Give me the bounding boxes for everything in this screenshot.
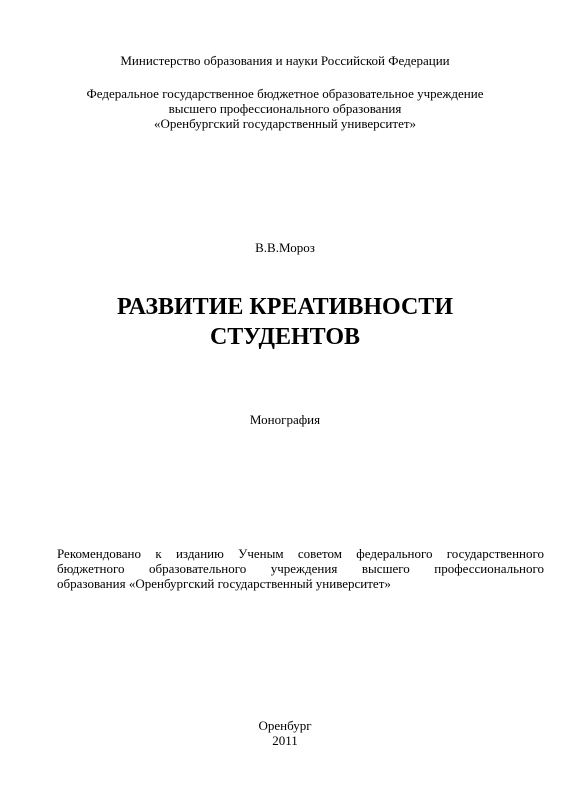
recommendation-text	[57, 546, 544, 591]
title-line-1: РАЗВИТИЕ КРЕАТИВНОСТИ	[117, 294, 453, 320]
ministry-line: Министерство образования и науки Российской Федерации	[120, 53, 450, 68]
title-line-2: СТУДЕНТОВ	[209, 324, 361, 350]
institution-block	[0, 86, 570, 131]
imprint-block	[0, 718, 570, 748]
institution-line-1: Федеральное государственное бюджетное образовательное учреждение	[86, 86, 484, 101]
institution-line-2: высшего профессионального образования	[168, 101, 402, 116]
document-title	[0, 292, 570, 352]
recommendation-line-2: бюджетного образовательного учреждения высшего профессионального	[57, 561, 544, 576]
imprint-city: Оренбург	[258, 718, 312, 733]
institution-line-3: «Оренбургский государственный университет»	[153, 116, 417, 131]
document-genre: Монография	[249, 412, 321, 427]
ministry-name	[0, 53, 570, 68]
imprint-year: 2011	[272, 733, 298, 748]
author-name: В.В.Мороз	[255, 240, 315, 255]
recommendation-line-1: Рекомендовано к изданию Ученым советом федерального государственного	[57, 546, 544, 561]
recommendation-line-3: образования «Оренбургский государственный университет»	[57, 576, 391, 591]
